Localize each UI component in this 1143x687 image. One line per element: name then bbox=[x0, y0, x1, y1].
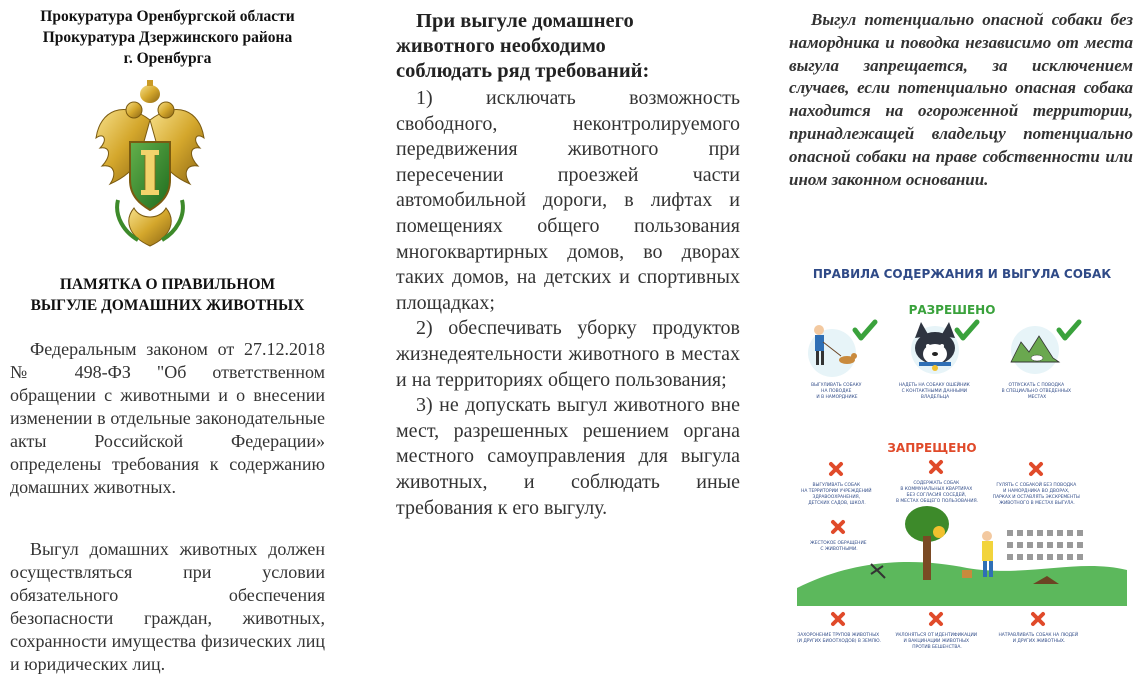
requirements-list bbox=[396, 86, 740, 521]
middle-column bbox=[396, 0, 740, 687]
org-line-3: г. Оренбурга bbox=[123, 50, 212, 67]
allowed-label: РАЗРЕШЕНО bbox=[908, 303, 996, 317]
requirements-heading bbox=[396, 9, 740, 84]
walk-paragraph: Выгул домашних животных должен осуществляться при условии обязательного обеспечения безопасности граждан, животных, сохранности имущества физических лиц и юридических лиц. bbox=[10, 539, 325, 674]
dog-rules-infographic bbox=[797, 258, 1127, 683]
organization-header bbox=[10, 6, 325, 69]
requirement-item-2: 2) обеспечивать уборку продуктов жизнедеятельности животного в местах и на территориях общего пользования; bbox=[396, 317, 740, 391]
right-column bbox=[789, 0, 1133, 687]
requirements-heading-line-1: При выгуле домашнего bbox=[416, 10, 634, 32]
law-paragraph: Федеральным законом от 27.12.2018 № 498-ФЗ "Об ответственном обращении с животными и о внесении изменении в отдельные законодательные акты Российской Федерации» определены требования к содержанию домашних животных. bbox=[10, 339, 325, 497]
allowed-caption-2: НАДЕТЬ НА СОБАКУ ОШЕЙНИК С КОНТАКТНЫМИ ДАННЫМИ ВЛАДЕЛЬЦА bbox=[898, 383, 970, 400]
forbidden-caption-6: НАТРАВЛИВАТЬ СОБАК НА ЛЮДЕЙ И ДРУГИХ ЖИВОТНЫХ. bbox=[998, 633, 1079, 644]
memo-title-line-2: ВЫГУЛЕ ДОМАШНИХ ЖИВОТНЫХ bbox=[30, 297, 305, 314]
requirements-heading-line-2: животного необходимо bbox=[396, 35, 606, 57]
forbidden-caption-5: УКЛОНЯТЬСЯ ОТ ИДЕНТИФИКАЦИИ И ВАКЦИНАЦИИ ЖИВОТНЫХ ПРОТИВ БЕШЕНСТВА. bbox=[895, 633, 978, 650]
forbidden-caption-cruelty: ЖЕСТОКОЕ ОБРАЩЕНИЕ С ЖИВОТНЫМИ. bbox=[810, 541, 867, 552]
org-line-1: Прокуратура Оренбургской области bbox=[40, 8, 295, 25]
allowed-scene-collar bbox=[911, 322, 959, 374]
forbidden-caption-2: СОДЕРЖАТЬ СОБАК В КОММУНАЛЬНЫХ КВАРТИРАХ БЕЗ СОГЛАСИЯ СОСЕДЕЙ, В МЕСТАХ ОБЩЕГО ПОЛЬЗОВАНИЯ. bbox=[895, 481, 979, 504]
forbidden-caption-4: ЗАХОРОНЕНИЕ ТРУПОВ ЖИВОТНЫХ (И ДРУГИХ БИООТХОДОВ) В ЗЕМЛЮ. bbox=[797, 633, 882, 644]
forbidden-caption-1: ВЫГУЛИВАТЬ СОБАК НА ТЕРРИТОРИИ УЧРЕЖДЕНИЙ ЗДРАВООХРАНЕНИЯ, ДЕТСКИХ САДОВ, ШКОЛ. bbox=[801, 483, 872, 506]
forbidden-label: ЗАПРЕЩЕНО bbox=[887, 441, 977, 455]
allowed-caption-3: ОТПУСКАТЬ С ПОВОДКА В СПЕЦИАЛЬНО ОТВЕДЕННЫХ МЕСТАХ bbox=[1001, 383, 1071, 400]
org-line-2: Прокуратура Дзержинского района bbox=[42, 29, 293, 46]
allowed-scene-dog-area bbox=[1011, 326, 1059, 374]
allowed-caption-1: ВЫГУЛИВАТЬ СОБАКУ НА ПОВОДКЕ И В НАМОРДНИКЕ bbox=[811, 383, 862, 400]
requirement-item-3: 3) не допускать выгул животного вне мест, разрешенных решением органа местного самоуправления для выгула животных, и соблюдать иные требования к его выгулу. bbox=[396, 394, 740, 519]
memo-title-line-1: ПАМЯТКА О ПРАВИЛЬНОМ bbox=[59, 276, 276, 293]
left-column bbox=[10, 0, 325, 687]
requirements-heading-line-3: соблюдать ряд требований: bbox=[396, 60, 650, 82]
requirement-item-1: 1) исключать возможность свободного, неконтролируемого передвижения животного при пересечении проезжей части автомобильной дороги, в лифтах и помещениях общего пользования многоквартирных домов, во дворах таких домов, на детских и спортивных площадках; bbox=[396, 87, 740, 314]
forbidden-caption-3: ГУЛЯТЬ С СОБАКОЙ БЕЗ ПОВОДКА И НАМОРДНИКА ВО ДВОРАХ, ПАРКАХ И ОСТАВЛЯТЬ ЭКСКРЕМЕНТЫ ЖИВОТНОГО В МЕСТАХ ВЫГУЛА. bbox=[992, 483, 1080, 506]
memo-title bbox=[10, 274, 325, 316]
prosecutor-emblem-icon bbox=[94, 80, 206, 250]
dangerous-dog-paragraph: Выгул потенциально опасной собаки без намордника и поводка независимо от места выгула запрещается, за исключением случаев, если потенциально опасная собака находится на огороженной территории, принадлежащей владельцу потенциально опасной собаки на праве собственности или ином законном основании. bbox=[789, 10, 1133, 189]
infographic-title: ПРАВИЛА СОДЕРЖАНИЯ И ВЫГУЛА СОБАК bbox=[812, 267, 1112, 281]
